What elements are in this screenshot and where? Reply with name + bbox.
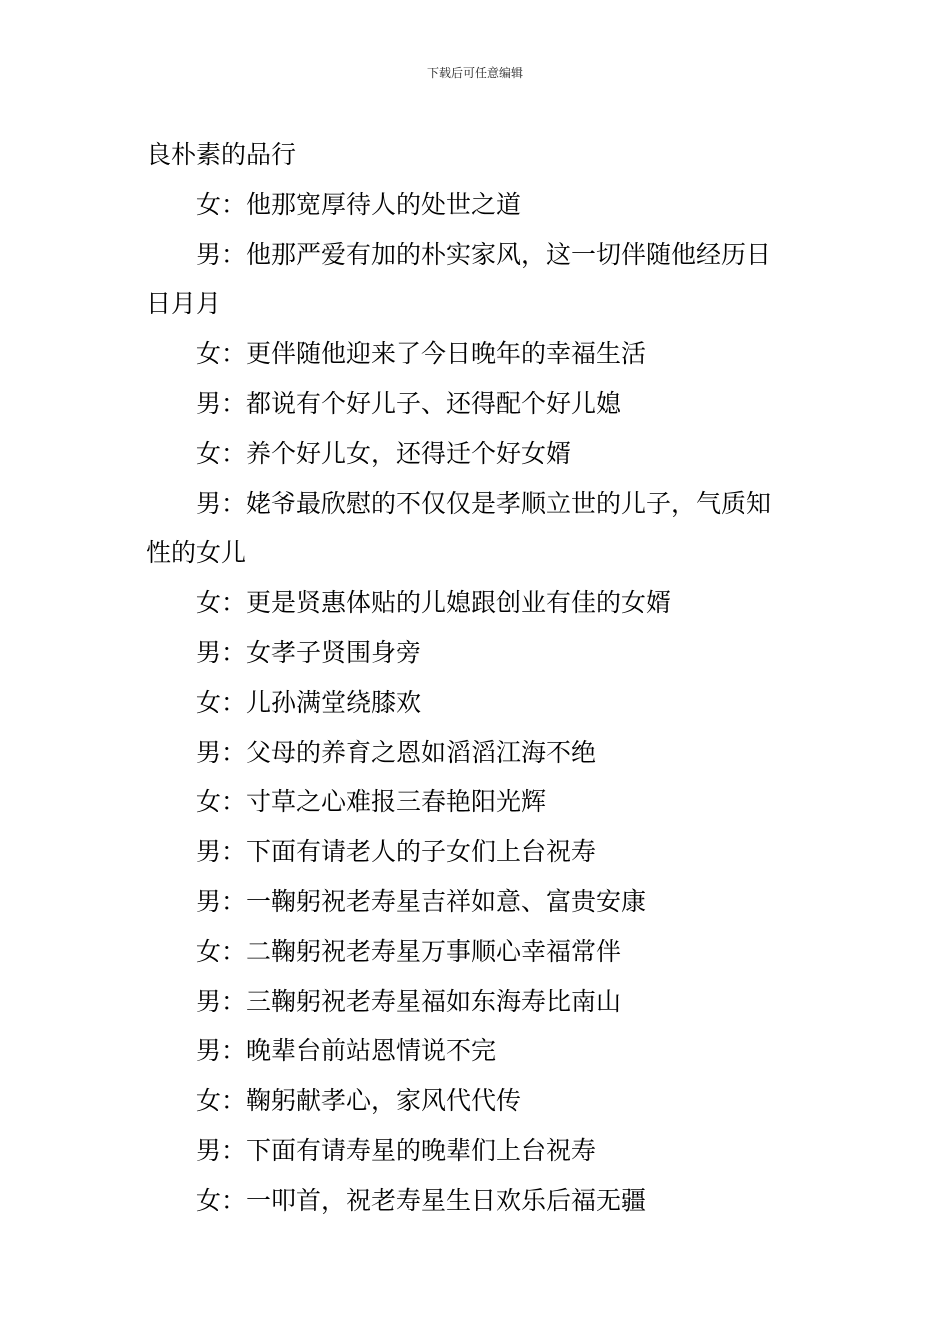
text-line: 男：他那严爱有加的朴实家风，这一切伴随他经历日 [196, 239, 772, 269]
text-line: 性的女儿 [146, 538, 247, 568]
text-line: 女：二鞠躬祝老寿星万事顺心幸福常伴 [196, 936, 622, 966]
text-line: 男：晚辈台前站恩情说不完 [196, 1036, 497, 1066]
text-line: 女：儿孙满堂绕膝欢 [196, 687, 422, 717]
text-line: 男：一鞠躬祝老寿星吉祥如意、富贵安康 [196, 886, 647, 916]
text-line: 良朴素的品行 [146, 140, 297, 169]
text-line: 男：都说有个好儿子、还得配个好儿媳 [196, 388, 622, 418]
text-line: 女：他那宽厚待人的处世之道 [196, 189, 522, 219]
text-line: 女：更伴随他迎来了今日晚年的幸福生活 [196, 339, 647, 369]
page-header-note: 下载后可任意编辑 [426, 66, 523, 80]
script-body [146, 130, 810, 1226]
text-line: 男：姥爷最欣慰的不仅仅是孝顺立世的儿子，气质知 [196, 488, 772, 518]
text-line: 男：三鞠躬祝老寿星福如东海寿比南山 [196, 986, 622, 1016]
text-line: 女：养个好儿女，还得迁个好女婿 [196, 438, 572, 468]
text-line: 女：更是贤惠体贴的儿媳跟创业有佳的女婿 [196, 588, 672, 618]
text-line: 男：父母的养育之恩如滔滔江海不绝 [196, 737, 597, 767]
text-line: 女：寸草之心难报三春艳阳光辉 [196, 787, 547, 817]
text-line: 女：一叩首，祝老寿星生日欢乐后福无疆 [196, 1185, 647, 1215]
text-line: 男：下面有请老人的子女们上台祝寿 [196, 837, 597, 867]
text-line: 女：鞠躬献孝心，家风代代传 [196, 1086, 522, 1116]
text-line: 日月月 [146, 289, 222, 319]
text-line: 男：下面有请寿星的晚辈们上台祝寿 [196, 1135, 597, 1165]
text-line: 男：女孝子贤围身旁 [196, 637, 422, 667]
